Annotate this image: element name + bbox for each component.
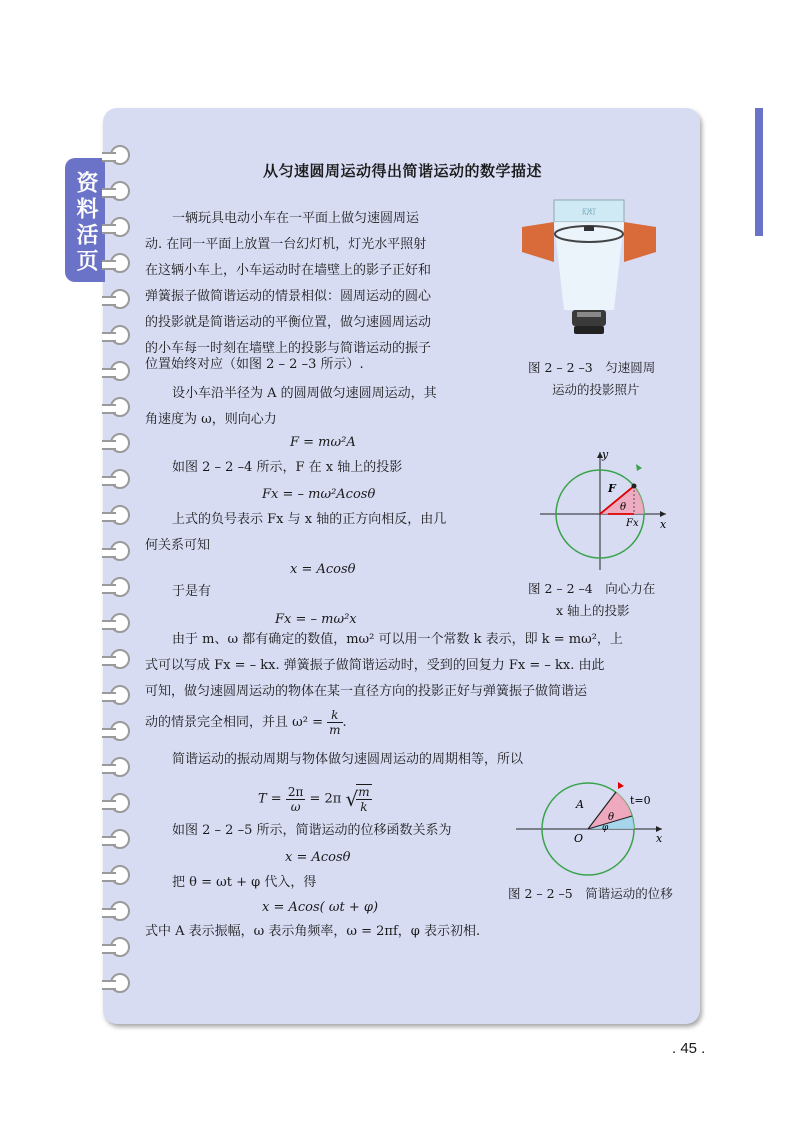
fraction-denominator: m bbox=[329, 723, 341, 737]
text-line: 动. 在同一平面上放置一台幻灯机，灯光水平照射 bbox=[145, 237, 427, 252]
label-y: y bbox=[602, 448, 609, 461]
label-O: O bbox=[574, 832, 584, 845]
ring-icon bbox=[110, 325, 130, 345]
eq-period-mid: = 2π bbox=[309, 791, 342, 807]
figure-projector-photo bbox=[514, 192, 664, 352]
ring-icon bbox=[110, 577, 130, 597]
ring-icon bbox=[110, 793, 130, 813]
equation-centripetal: F = mω²A bbox=[290, 435, 356, 450]
label-theta: θ bbox=[608, 812, 615, 823]
text-line: 可知，做匀速圆周运动的物体在某一直径方向的投影正好与弹簧振子做简谐运 bbox=[145, 684, 588, 699]
ring-icon bbox=[110, 685, 130, 705]
caption-fig225: 图 2 – 2 –5 简谐运动的位移 bbox=[508, 886, 673, 901]
text-line: 位置始终对应（如图 2 – 2 –3 所示）. bbox=[145, 357, 364, 372]
projector-lens bbox=[577, 312, 601, 317]
toy-car-icon bbox=[584, 226, 594, 231]
caption-fig224-line1: 图 2 – 2 –4 向心力在 bbox=[528, 581, 656, 596]
wall-right-panel bbox=[624, 222, 656, 262]
ring-icon bbox=[110, 469, 130, 489]
text-line-with-fraction bbox=[145, 708, 347, 737]
ring-icon bbox=[110, 145, 130, 165]
eq-period-lhs: T = bbox=[258, 791, 282, 807]
text-line: 简谐运动的振动周期与物体做匀速圆周运动的周期相等，所以 bbox=[172, 752, 524, 767]
ring-icon bbox=[110, 397, 130, 417]
fraction-numerator: 2π bbox=[287, 784, 304, 799]
text-line: 的投影就是简谐运动的平衡位置，做匀速圆周运动 bbox=[145, 315, 432, 330]
sentence-period: . bbox=[342, 715, 347, 730]
ring-icon bbox=[110, 253, 130, 273]
label-phi: φ bbox=[602, 823, 609, 833]
ring-icon bbox=[110, 649, 130, 669]
ring-icon bbox=[110, 901, 130, 921]
rotation-arrow bbox=[636, 464, 642, 471]
ring-icon bbox=[110, 217, 130, 237]
fraction-denominator: ω bbox=[290, 799, 301, 814]
text-situation: 动的情景完全相同，并且 ω² = bbox=[145, 715, 323, 730]
light-beam bbox=[554, 222, 624, 310]
label-t0: t=0 bbox=[630, 794, 651, 807]
rotation-arrow bbox=[618, 782, 624, 789]
ring-icon bbox=[110, 973, 130, 993]
tab-label: 资料活页 bbox=[65, 158, 105, 282]
ring-icon bbox=[110, 361, 130, 381]
figure-harmonic-displacement bbox=[512, 772, 670, 878]
ring-icon bbox=[110, 289, 130, 309]
fraction-m-over-k bbox=[356, 784, 371, 814]
label-x: x bbox=[660, 518, 667, 531]
text-line: 何关系可知 bbox=[145, 538, 211, 553]
text-line: 上式的负号表示 Fx 与 x 轴的正方向相反，由几 bbox=[172, 512, 447, 527]
fraction-denominator: k bbox=[360, 800, 368, 814]
label-x: x bbox=[656, 832, 663, 845]
text-line: 于是有 bbox=[172, 584, 212, 599]
sqrt-icon: √ bbox=[345, 787, 359, 811]
equation-restoring: Fx = – mω²x bbox=[275, 612, 357, 627]
text-line: 的小车每一时刻在墙壁上的投影与简谐运动的振子 bbox=[145, 341, 432, 356]
text-line: 在这辆小车上，小车运动时在墙壁上的影子正好和 bbox=[145, 263, 432, 278]
label-A: A bbox=[576, 798, 584, 811]
fraction-k-over-m bbox=[327, 708, 342, 737]
caption-fig223-line2: 运动的投影照片 bbox=[552, 382, 640, 397]
caption-fig223-line1: 图 2 – 2 –3 匀速圆周 bbox=[528, 360, 656, 375]
ring-icon bbox=[110, 721, 130, 741]
text-line: 一辆玩具电动小车在一平面上做匀速圆周运 bbox=[172, 211, 420, 226]
ring-icon bbox=[110, 181, 130, 201]
fraction-numerator: k bbox=[327, 708, 342, 723]
section-title: 从匀速圆周运动得出简谐运动的数学描述 bbox=[263, 162, 543, 180]
equation-geometry: x = Acosθ bbox=[290, 562, 356, 577]
caption-fig224-line2: x 轴上的投影 bbox=[556, 603, 630, 618]
equation-projection: Fx = – mω²Acosθ bbox=[262, 487, 376, 502]
text-line: 由于 m、ω 都有确定的数值，mω² 可以用一个常数 k 表示，即 k = mω²，上 bbox=[172, 632, 623, 647]
ring-icon bbox=[110, 937, 130, 957]
figure-centripetal-projection bbox=[536, 446, 672, 574]
x-axis-arrow bbox=[660, 511, 666, 517]
ring-icon bbox=[110, 541, 130, 561]
label-F: F bbox=[608, 482, 616, 495]
text-line: 如图 2 – 2 –5 所示，简谐运动的位移函数关系为 bbox=[172, 823, 452, 838]
text-line: 角速度为 ω，则向心力 bbox=[145, 412, 277, 427]
fraction-numerator: m bbox=[358, 785, 370, 799]
text-line: 如图 2 – 2 –4 所示，F 在 x 轴上的投影 bbox=[172, 460, 403, 475]
text-line: 设小车沿半径为 A 的圆周做匀速圆周运动，其 bbox=[172, 386, 437, 401]
equation-harmonic: x = Acos( ωt + φ) bbox=[262, 900, 379, 915]
page-number: . 45 . bbox=[672, 1040, 706, 1057]
fraction-2pi-over-omega bbox=[286, 785, 306, 814]
ring-icon bbox=[110, 865, 130, 885]
car-point bbox=[632, 484, 637, 489]
ring-icon bbox=[110, 505, 130, 525]
label-Fx: Fx bbox=[626, 518, 639, 529]
label-theta: θ bbox=[620, 502, 627, 513]
text-line: 把 θ = ωt + φ 代入，得 bbox=[172, 875, 317, 890]
projector-base bbox=[574, 326, 604, 334]
text-line: 弹簧振子做简谐运动的情景相似：圆周运动的圆心 bbox=[145, 289, 432, 304]
text-line: 式可以写成 Fx = – kx. 弹簧振子做简谐运动时，受到的回复力 Fx = – kx. 由此 bbox=[145, 658, 605, 673]
ring-icon bbox=[110, 613, 130, 633]
equation-displacement: x = Acosθ bbox=[285, 850, 351, 865]
ring-icon bbox=[110, 757, 130, 777]
ring-icon bbox=[110, 433, 130, 453]
text-line: 式中 A 表示振幅，ω 表示角频率，ω = 2πf，φ 表示初相. bbox=[145, 924, 481, 939]
screen-label: 幻灯 bbox=[582, 208, 596, 216]
equation-period bbox=[258, 784, 372, 814]
ring-icon bbox=[110, 829, 130, 849]
wall-left-panel bbox=[522, 222, 554, 262]
edge-color-bar bbox=[755, 108, 763, 236]
